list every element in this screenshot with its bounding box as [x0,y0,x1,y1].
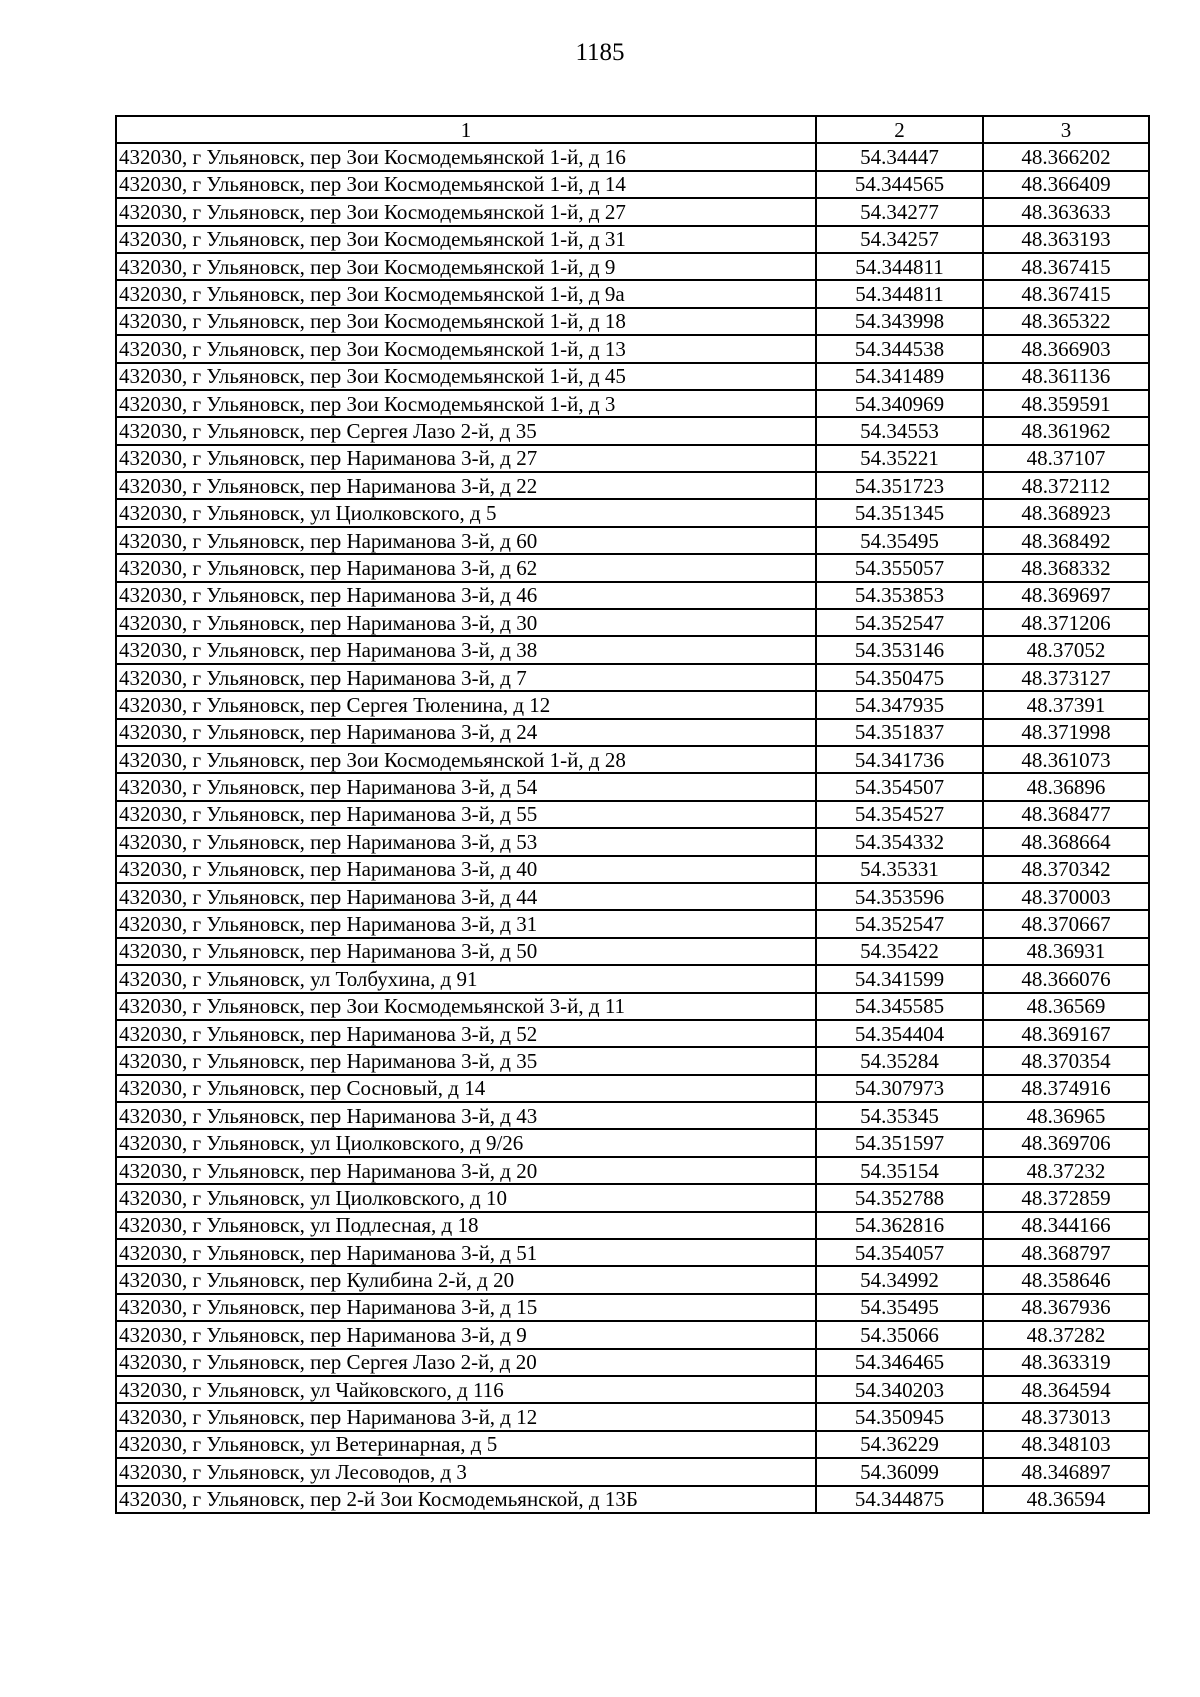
table-row [116,1294,1149,1321]
longitude-cell: 48.366202 [983,143,1149,170]
address-cell: 432030, г Ульяновск, пер Нариманова 3-й, д 55 [116,801,816,828]
latitude-cell: 54.35331 [816,856,983,883]
table-row [116,828,1149,855]
address-cell: 432030, г Ульяновск, пер Нариманова 3-й, д 53 [116,828,816,855]
table-row [116,280,1149,307]
address-cell: 432030, г Ульяновск, пер Зои Космодемьянской 1-й, д 9а [116,280,816,307]
longitude-cell: 48.361962 [983,417,1149,444]
table-row [116,171,1149,198]
address-cell: 432030, г Ульяновск, пер Нариманова 3-й, д 44 [116,883,816,910]
table-row [116,1047,1149,1074]
table-row [116,609,1149,636]
table-row [116,1129,1149,1156]
table-row [116,856,1149,883]
latitude-cell: 54.353596 [816,883,983,910]
address-cell: 432030, г Ульяновск, пер Зои Космодемьянской 1-й, д 13 [116,335,816,362]
address-cell: 432030, г Ульяновск, пер Нариманова 3-й, д 30 [116,609,816,636]
address-coordinates-table [115,115,1150,1514]
table-row [116,1266,1149,1293]
table-row [116,719,1149,746]
longitude-cell: 48.370354 [983,1047,1149,1074]
table-row [116,636,1149,663]
longitude-cell: 48.373127 [983,664,1149,691]
address-cell: 432030, г Ульяновск, ул Ветеринарная, д 5 [116,1431,816,1458]
address-cell: 432030, г Ульяновск, пер Кулибина 2-й, д 20 [116,1266,816,1293]
table-row [116,226,1149,253]
address-cell: 432030, г Ульяновск, пер Зои Космодемьянской 1-й, д 27 [116,198,816,225]
table-row [116,582,1149,609]
latitude-cell: 54.340969 [816,390,983,417]
latitude-cell: 54.351345 [816,499,983,526]
address-cell: 432030, г Ульяновск, пер Нариманова 3-й, д 50 [116,938,816,965]
table-body [116,143,1149,1513]
latitude-cell: 54.34553 [816,417,983,444]
latitude-cell: 54.36229 [816,1431,983,1458]
address-cell: 432030, г Ульяновск, пер Нариманова 3-й, д 60 [116,527,816,554]
table-row [116,664,1149,691]
longitude-cell: 48.346897 [983,1458,1149,1485]
address-cell: 432030, г Ульяновск, пер Сергея Тюленина, д 12 [116,691,816,718]
longitude-cell: 48.370667 [983,910,1149,937]
address-cell: 432030, г Ульяновск, пер Нариманова 3-й, д 31 [116,910,816,937]
address-cell: 432030, г Ульяновск, пер Нариманова 3-й, д 52 [116,1020,816,1047]
latitude-cell: 54.343998 [816,308,983,335]
address-cell: 432030, г Ульяновск, пер Нариманова 3-й, д 12 [116,1403,816,1430]
longitude-cell: 48.368492 [983,527,1149,554]
table-row [116,938,1149,965]
table-row [116,1403,1149,1430]
latitude-cell: 54.341736 [816,746,983,773]
table-row [116,801,1149,828]
longitude-cell: 48.37232 [983,1157,1149,1184]
table-row [116,1075,1149,1102]
longitude-cell: 48.369706 [983,1129,1149,1156]
latitude-cell: 54.344811 [816,280,983,307]
latitude-cell: 54.35495 [816,1294,983,1321]
latitude-cell: 54.340203 [816,1376,983,1403]
address-cell: 432030, г Ульяновск, пер Нариманова 3-й, д 35 [116,1047,816,1074]
longitude-cell: 48.36931 [983,938,1149,965]
latitude-cell: 54.350475 [816,664,983,691]
table-row [116,1157,1149,1184]
longitude-cell: 48.366409 [983,171,1149,198]
table-row [116,335,1149,362]
address-cell: 432030, г Ульяновск, пер Зои Космодемьянской 3-й, д 11 [116,993,816,1020]
address-cell: 432030, г Ульяновск, пер Нариманова 3-й, д 27 [116,445,816,472]
latitude-cell: 54.341599 [816,965,983,992]
address-cell: 432030, г Ульяновск, пер Нариманова 3-й, д 20 [116,1157,816,1184]
table-row [116,1321,1149,1348]
table-row [116,417,1149,444]
table-row [116,773,1149,800]
latitude-cell: 54.354057 [816,1239,983,1266]
table-row [116,143,1149,170]
table-row [116,910,1149,937]
longitude-cell: 48.363319 [983,1349,1149,1376]
address-cell: 432030, г Ульяновск, пер Сосновый, д 14 [116,1075,816,1102]
longitude-cell: 48.366076 [983,965,1149,992]
latitude-cell: 54.354507 [816,773,983,800]
address-cell: 432030, г Ульяновск, пер 2-й Зои Космодемьянской, д 13Б [116,1486,816,1513]
longitude-cell: 48.369167 [983,1020,1149,1047]
address-cell: 432030, г Ульяновск, пер Нариманова 3-й, д 15 [116,1294,816,1321]
latitude-cell: 54.35221 [816,445,983,472]
address-cell: 432030, г Ульяновск, пер Нариманова 3-й, д 40 [116,856,816,883]
latitude-cell: 54.341489 [816,363,983,390]
address-cell: 432030, г Ульяновск, пер Нариманова 3-й, д 43 [116,1102,816,1129]
latitude-cell: 54.35422 [816,938,983,965]
page-number: 1185 [575,39,625,66]
longitude-cell: 48.36569 [983,993,1149,1020]
latitude-cell: 54.344565 [816,171,983,198]
table-row [116,499,1149,526]
latitude-cell: 54.346465 [816,1349,983,1376]
header-row [116,116,1149,143]
longitude-cell: 48.36594 [983,1486,1149,1513]
address-cell: 432030, г Ульяновск, ул Лесоводов, д 3 [116,1458,816,1485]
longitude-cell: 48.372112 [983,472,1149,499]
address-cell: 432030, г Ульяновск, пер Зои Космодемьянской 1-й, д 45 [116,363,816,390]
longitude-cell: 48.363633 [983,198,1149,225]
table-row [116,554,1149,581]
longitude-cell: 48.368664 [983,828,1149,855]
latitude-cell: 54.344811 [816,253,983,280]
address-cell: 432030, г Ульяновск, пер Нариманова 3-й, д 51 [116,1239,816,1266]
longitude-cell: 48.37052 [983,636,1149,663]
latitude-cell: 54.354527 [816,801,983,828]
longitude-cell: 48.370003 [983,883,1149,910]
table-row [116,1376,1149,1403]
latitude-cell: 54.35154 [816,1157,983,1184]
latitude-cell: 54.344538 [816,335,983,362]
address-cell: 432030, г Ульяновск, пер Нариманова 3-й, д 9 [116,1321,816,1348]
longitude-cell: 48.36896 [983,773,1149,800]
address-cell: 432030, г Ульяновск, пер Нариманова 3-й, д 46 [116,582,816,609]
longitude-cell: 48.367415 [983,280,1149,307]
latitude-cell: 54.35495 [816,527,983,554]
address-cell: 432030, г Ульяновск, пер Сергея Лазо 2-й, д 35 [116,417,816,444]
table-row [116,1020,1149,1047]
table-row [116,993,1149,1020]
table-row [116,1239,1149,1266]
address-cell: 432030, г Ульяновск, пер Зои Космодемьянской 1-й, д 14 [116,171,816,198]
latitude-cell: 54.354404 [816,1020,983,1047]
address-cell: 432030, г Ульяновск, пер Нариманова 3-й, д 62 [116,554,816,581]
longitude-cell: 48.361136 [983,363,1149,390]
address-cell: 432030, г Ульяновск, пер Зои Космодемьянской 1-й, д 3 [116,390,816,417]
latitude-cell: 54.35066 [816,1321,983,1348]
latitude-cell: 54.352547 [816,910,983,937]
latitude-cell: 54.34257 [816,226,983,253]
longitude-cell: 48.36965 [983,1102,1149,1129]
table-row [116,1458,1149,1485]
column-header-2: 2 [816,116,983,143]
column-header-3: 3 [983,116,1149,143]
longitude-cell: 48.367415 [983,253,1149,280]
longitude-cell: 48.37391 [983,691,1149,718]
longitude-cell: 48.373013 [983,1403,1149,1430]
longitude-cell: 48.368332 [983,554,1149,581]
longitude-cell: 48.363193 [983,226,1149,253]
longitude-cell: 48.374916 [983,1075,1149,1102]
latitude-cell: 54.354332 [816,828,983,855]
table-row [116,390,1149,417]
address-cell: 432030, г Ульяновск, пер Зои Космодемьянской 1-й, д 16 [116,143,816,170]
longitude-cell: 48.344166 [983,1212,1149,1239]
address-cell: 432030, г Ульяновск, пер Нариманова 3-й, д 22 [116,472,816,499]
address-cell: 432030, г Ульяновск, пер Нариманова 3-й, д 38 [116,636,816,663]
latitude-cell: 54.34447 [816,143,983,170]
longitude-cell: 48.364594 [983,1376,1149,1403]
longitude-cell: 48.365322 [983,308,1149,335]
latitude-cell: 54.36099 [816,1458,983,1485]
address-cell: 432030, г Ульяновск, пер Зои Космодемьянской 1-й, д 9 [116,253,816,280]
address-cell: 432030, г Ульяновск, ул Чайковского, д 116 [116,1376,816,1403]
longitude-cell: 48.370342 [983,856,1149,883]
address-cell: 432030, г Ульяновск, пер Нариманова 3-й, д 24 [116,719,816,746]
address-cell: 432030, г Ульяновск, ул Толбухина, д 91 [116,965,816,992]
latitude-cell: 54.352547 [816,609,983,636]
latitude-cell: 54.34277 [816,198,983,225]
latitude-cell: 54.353853 [816,582,983,609]
latitude-cell: 54.34992 [816,1266,983,1293]
longitude-cell: 48.366903 [983,335,1149,362]
table-row [116,527,1149,554]
table-row [116,746,1149,773]
latitude-cell: 54.35284 [816,1047,983,1074]
table-row [116,472,1149,499]
address-cell: 432030, г Ульяновск, пер Зои Космодемьянской 1-й, д 18 [116,308,816,335]
table-row [116,1349,1149,1376]
address-cell: 432030, г Ульяновск, ул Подлесная, д 18 [116,1212,816,1239]
longitude-cell: 48.37282 [983,1321,1149,1348]
latitude-cell: 54.352788 [816,1184,983,1211]
latitude-cell: 54.344875 [816,1486,983,1513]
longitude-cell: 48.368477 [983,801,1149,828]
address-cell: 432030, г Ульяновск, пер Зои Космодемьянской 1-й, д 28 [116,746,816,773]
address-cell: 432030, г Ульяновск, ул Циолковского, д 5 [116,499,816,526]
table-row [116,1184,1149,1211]
latitude-cell: 54.35345 [816,1102,983,1129]
latitude-cell: 54.350945 [816,1403,983,1430]
table-row [116,253,1149,280]
latitude-cell: 54.345585 [816,993,983,1020]
address-cell: 432030, г Ульяновск, пер Нариманова 3-й, д 7 [116,664,816,691]
longitude-cell: 48.368797 [983,1239,1149,1266]
longitude-cell: 48.371206 [983,609,1149,636]
longitude-cell: 48.361073 [983,746,1149,773]
table-header [116,116,1149,143]
latitude-cell: 54.355057 [816,554,983,581]
longitude-cell: 48.368923 [983,499,1149,526]
longitude-cell: 48.371998 [983,719,1149,746]
column-header-1: 1 [116,116,816,143]
table-row [116,363,1149,390]
table-row [116,1486,1149,1513]
longitude-cell: 48.37107 [983,445,1149,472]
table-row [116,445,1149,472]
address-cell: 432030, г Ульяновск, пер Зои Космодемьянской 1-й, д 31 [116,226,816,253]
table-row [116,1431,1149,1458]
table-row [116,883,1149,910]
latitude-cell: 54.351837 [816,719,983,746]
address-cell: 432030, г Ульяновск, ул Циолковского, д 9/26 [116,1129,816,1156]
table-row [116,965,1149,992]
table-row [116,1212,1149,1239]
longitude-cell: 48.367936 [983,1294,1149,1321]
longitude-cell: 48.372859 [983,1184,1149,1211]
latitude-cell: 54.353146 [816,636,983,663]
latitude-cell: 54.347935 [816,691,983,718]
latitude-cell: 54.351597 [816,1129,983,1156]
table-row [116,1102,1149,1129]
table-row [116,691,1149,718]
latitude-cell: 54.362816 [816,1212,983,1239]
latitude-cell: 54.307973 [816,1075,983,1102]
address-cell: 432030, г Ульяновск, пер Нариманова 3-й, д 54 [116,773,816,800]
longitude-cell: 48.358646 [983,1266,1149,1293]
address-cell: 432030, г Ульяновск, ул Циолковского, д 10 [116,1184,816,1211]
longitude-cell: 48.369697 [983,582,1149,609]
longitude-cell: 48.348103 [983,1431,1149,1458]
longitude-cell: 48.359591 [983,390,1149,417]
latitude-cell: 54.351723 [816,472,983,499]
address-cell: 432030, г Ульяновск, пер Сергея Лазо 2-й, д 20 [116,1349,816,1376]
table-row [116,198,1149,225]
table-row [116,308,1149,335]
